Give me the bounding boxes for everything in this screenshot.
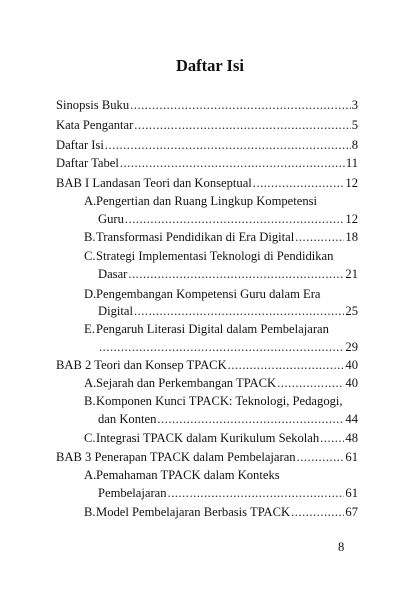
toc-entry-label: Komponen Kunci TPACK: Teknologi, Pedagogi, bbox=[96, 394, 343, 408]
toc-entry-label-cont: dan Konten bbox=[98, 412, 157, 426]
toc-subentry[interactable] bbox=[84, 375, 358, 391]
toc-entry-label: Pengertian dan Ruang Lingkup Kompetensi bbox=[96, 194, 318, 208]
toc-entry[interactable] bbox=[56, 155, 358, 171]
toc-entry-label bbox=[84, 375, 276, 391]
leader-dots bbox=[105, 137, 351, 153]
toc-subentry-line1[interactable] bbox=[84, 193, 317, 209]
toc-entry-page: 29 bbox=[345, 340, 358, 354]
toc-subentry[interactable] bbox=[98, 211, 358, 227]
leader-dots bbox=[157, 411, 344, 427]
leader-dots bbox=[168, 485, 345, 501]
toc-entry-page: 67 bbox=[345, 505, 358, 519]
toc-subentry-letter: D. bbox=[84, 287, 97, 301]
toc-subentry[interactable] bbox=[98, 339, 358, 355]
toc-entry-text: Integrasi TPACK dalam Kurikulum Sekolah bbox=[96, 431, 320, 445]
toc-subentry-line1[interactable] bbox=[84, 286, 321, 302]
leader-dots bbox=[297, 449, 345, 465]
toc-entry-page: 11 bbox=[345, 156, 358, 170]
toc-subentry-letter: C. bbox=[84, 249, 96, 263]
toc-chapter[interactable] bbox=[56, 449, 358, 465]
toc-chapter[interactable] bbox=[56, 175, 358, 191]
toc-entry-label: BAB 2 Teori dan Konsep TPACK bbox=[56, 358, 227, 372]
toc-chapter[interactable] bbox=[56, 357, 358, 373]
page-number: 8 bbox=[338, 540, 345, 554]
toc-subentry[interactable] bbox=[84, 504, 358, 520]
leader-dots bbox=[291, 504, 344, 520]
toc-subentry-letter: A. bbox=[84, 194, 97, 208]
toc-entry-label-cont: Digital bbox=[98, 304, 133, 318]
toc-subentry[interactable] bbox=[98, 485, 358, 501]
toc-entry-page: 44 bbox=[345, 412, 358, 426]
leader-dots bbox=[130, 97, 351, 113]
toc-entry-page: 40 bbox=[345, 376, 358, 390]
leader-dots bbox=[277, 375, 344, 391]
toc-subentry-line1[interactable] bbox=[84, 467, 280, 483]
toc-subentry-letter: B. bbox=[84, 394, 96, 408]
toc-entry-page: 18 bbox=[345, 230, 358, 244]
toc-subentry[interactable] bbox=[98, 411, 358, 427]
toc-subentry-letter: A. bbox=[84, 376, 97, 390]
leader-dots bbox=[228, 357, 345, 373]
toc-subentry-letter: E. bbox=[84, 322, 95, 336]
toc-entry-page: 40 bbox=[345, 358, 358, 372]
leader-dots bbox=[125, 211, 345, 227]
toc-entry-page: 5 bbox=[351, 118, 358, 132]
toc-entry-page: 12 bbox=[345, 176, 358, 190]
toc-entry[interactable] bbox=[56, 137, 358, 153]
toc-entry-label: Strategi Implementasi Teknologi di Pendidikan bbox=[96, 249, 334, 263]
leader-dots bbox=[128, 266, 344, 282]
toc-entry-label: Pemahaman TPACK dalam Konteks bbox=[96, 468, 280, 482]
toc-entry-label: Kata Pengantar bbox=[56, 118, 134, 132]
toc-entry-label bbox=[84, 430, 319, 446]
toc-entry-page: 8 bbox=[351, 138, 358, 152]
leader-dots bbox=[134, 303, 344, 319]
toc-subentry-letter: C. bbox=[84, 431, 96, 445]
toc-entry-page: 25 bbox=[345, 304, 358, 318]
toc-entry-label-cont: Pembelajaran bbox=[98, 486, 167, 500]
toc-entry-label bbox=[84, 504, 290, 520]
toc-entry-page: 12 bbox=[345, 212, 358, 226]
toc-entry-label: Sinopsis Buku bbox=[56, 98, 130, 112]
toc-subentry[interactable] bbox=[98, 303, 358, 319]
toc-entry-label-cont: Dasar bbox=[98, 267, 128, 281]
toc-entry-page: 3 bbox=[351, 98, 358, 112]
toc-entry[interactable] bbox=[56, 117, 358, 133]
toc-entry-label: BAB I Landasan Teori dan Konseptual bbox=[56, 176, 252, 190]
toc-entry-page: 61 bbox=[345, 486, 358, 500]
toc-entry[interactable] bbox=[56, 97, 358, 113]
toc-subentry-letter: A. bbox=[84, 468, 97, 482]
toc-entry-label: Daftar Isi bbox=[56, 138, 104, 152]
toc-subentry[interactable] bbox=[84, 430, 358, 446]
toc-subentry[interactable] bbox=[98, 266, 358, 282]
page-title: Daftar Isi bbox=[176, 56, 244, 75]
toc-entry-label-cont: Guru bbox=[98, 212, 124, 226]
toc-entry-page: 48 bbox=[345, 431, 358, 445]
leader-dots bbox=[134, 117, 350, 133]
toc-subentry-letter: B. bbox=[84, 505, 96, 519]
toc-entry-label: BAB 3 Penerapan TPACK dalam Pembelajaran bbox=[56, 450, 296, 464]
toc-subentry-line1[interactable] bbox=[84, 393, 343, 409]
toc-subentry[interactable] bbox=[84, 229, 358, 245]
toc-entry-text: Model Pembelajaran Berbasis TPACK bbox=[96, 505, 291, 519]
toc-entry-text: Transformasi Pendidikan di Era Digital bbox=[96, 230, 295, 244]
toc-entry-page: 21 bbox=[345, 267, 358, 281]
leader-dots bbox=[295, 229, 344, 245]
leader-dots bbox=[320, 430, 344, 446]
leader-dots bbox=[253, 175, 345, 191]
toc-subentry-line1[interactable] bbox=[84, 248, 333, 264]
toc-entry-label: Daftar Tabel bbox=[56, 156, 119, 170]
toc-entry-label bbox=[84, 229, 294, 245]
toc-entry-page: 61 bbox=[345, 450, 358, 464]
leader-dots bbox=[99, 339, 344, 355]
toc-subentry-line1[interactable] bbox=[84, 321, 329, 337]
toc-subentry-letter: B. bbox=[84, 230, 96, 244]
toc-entry-text: Sejarah dan Perkembangan TPACK bbox=[96, 376, 277, 390]
leader-dots bbox=[120, 155, 345, 171]
toc-entry-label: Pengembangan Kompetensi Guru dalam Era bbox=[96, 287, 321, 301]
toc-entry-label: Pengaruh Literasi Digital dalam Pembelajaran bbox=[96, 322, 329, 336]
